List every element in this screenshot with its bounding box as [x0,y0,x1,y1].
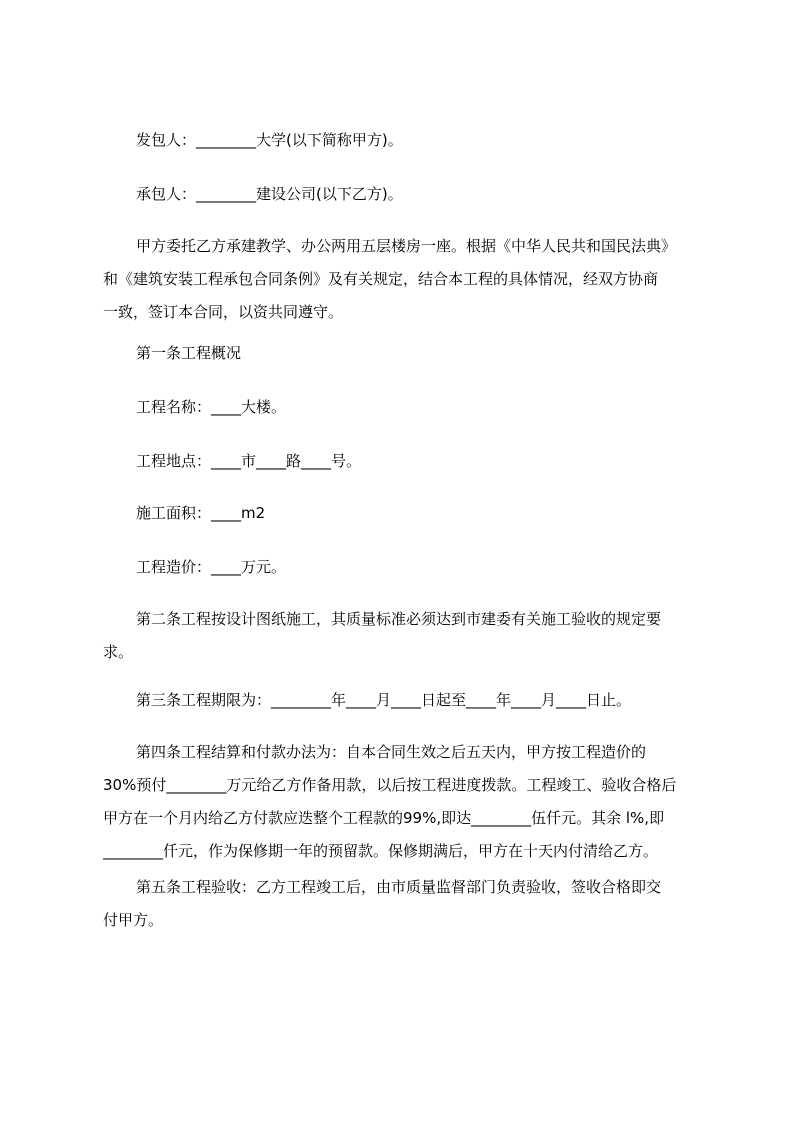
preamble-line-3: 一致，签订本合同，以资共同遵守。 [103,303,344,321]
article-1-title-paragraph [103,337,700,370]
article-2-paragraph [103,603,700,669]
construction-area-paragraph [103,497,700,530]
article-3-line: 第三条工程期限为：________年____月____日起至____年____月____日止。 [136,691,632,709]
project-location-line: 工程地点：____市____路____号。 [136,452,362,470]
article-4-line-3: 甲方在一个月内给乙方付款应迭整个工程款的99%,即达________伍仟元。其余 l%,即 [103,809,665,827]
party-a-paragraph [103,124,700,157]
preamble-paragraph [103,230,700,329]
article-4-line-1: 第四条工程结算和付款办法为：自本合同生效之后五天内，甲方按工程造价的 [136,743,647,761]
project-name-line: 工程名称：____大楼。 [136,398,287,416]
article-4-line-4: ________仟元，作为保修期一年的预留款。保修期满后，甲方在十天内付清给乙方。 [103,842,659,860]
project-location-paragraph [103,445,700,478]
party-b-paragraph [103,178,700,211]
article-5-line-1: 第五条工程验收：乙方工程竣工后，由市质量监督部门负责验收，签收合格即交 [136,878,662,896]
article-1-title: 第一条工程概况 [136,344,242,362]
preamble-line-1: 甲方委托乙方承建教学、办公两用五层楼房一座。根据《中华人民共和国民法典》 [136,237,677,255]
article-5-line-2: 付甲方。 [103,911,164,929]
project-name-paragraph [103,391,700,424]
article-5-paragraph [103,871,700,937]
article-3-paragraph [103,684,700,717]
preamble-line-2: 和《建筑安装工程承包合同条例》及有关规定，结合本工程的具体情况，经双方协商 [103,270,659,288]
construction-area-line: 施工面积：____m2 [136,504,266,522]
project-cost-line: 工程造价：____万元。 [136,558,287,576]
party-a-line: 发包人：________大学(以下简称甲方)。 [136,131,403,149]
party-b-line: 承包人：________建设公司(以下乙方)。 [136,185,403,203]
article-4-line-2: 30%预付________万元给乙方作备用款，以后按工程进度拨款。工程竣工、验收合格后 [103,776,677,794]
project-cost-paragraph [103,551,700,584]
article-4-paragraph [103,736,700,868]
article-2-line-1: 第二条工程按设计图纸施工，其质量标准必须达到市建委有关施工验收的规定要 [136,610,662,628]
article-2-line-2: 求。 [103,643,134,661]
